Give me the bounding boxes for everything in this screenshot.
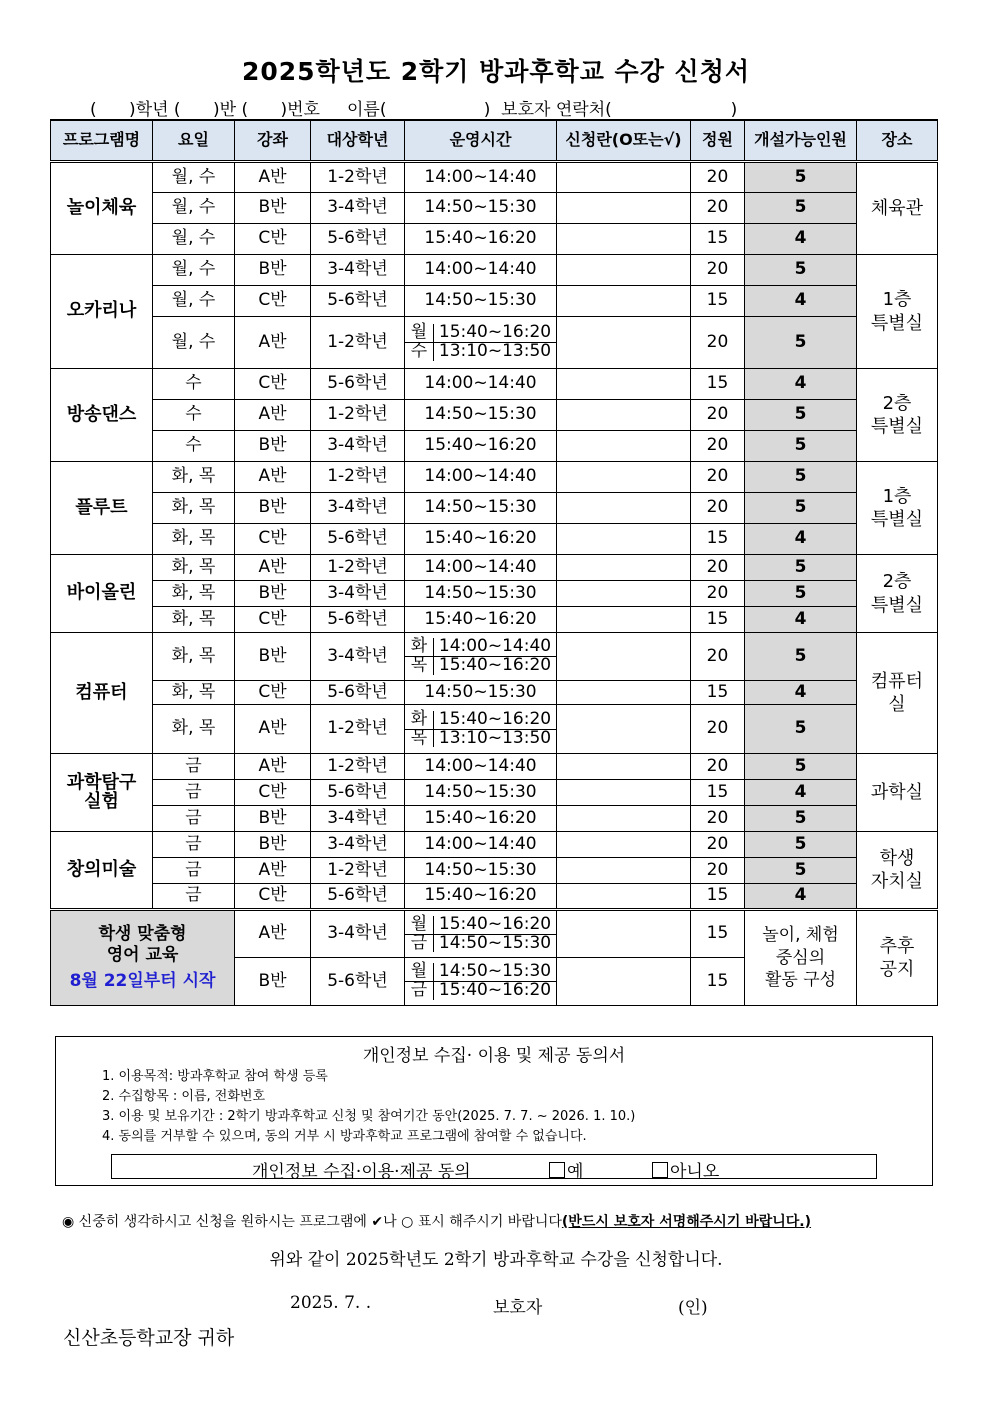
time-range: 14:50~15:30 xyxy=(438,932,552,953)
available-cell: 5 xyxy=(745,193,857,224)
available-cell: 4 xyxy=(745,286,857,317)
date-line[interactable]: 2025. 7. . xyxy=(290,1293,372,1313)
place-cell: 체육관 xyxy=(857,162,938,255)
grade-cell: 5-6학년 xyxy=(311,958,405,1006)
available-cell: 5 xyxy=(745,162,857,193)
grade-cell: 1-2학년 xyxy=(311,317,405,369)
available-cell: 5 xyxy=(745,431,857,462)
apply-cell[interactable] xyxy=(557,884,691,910)
grade-cell: 3-4학년 xyxy=(311,493,405,524)
time-cell: 15:40~16:20 xyxy=(405,224,557,255)
available-cell: 5 xyxy=(745,493,857,524)
available-cell: 5 xyxy=(745,832,857,858)
class-cell: A반 xyxy=(235,317,311,369)
time-cell xyxy=(405,317,557,369)
apply-cell[interactable] xyxy=(557,193,691,224)
available-cell: 4 xyxy=(745,607,857,633)
table-row xyxy=(51,524,938,555)
day-cell: 화, 목 xyxy=(153,493,235,524)
apply-cell[interactable] xyxy=(557,224,691,255)
time-range: 15:40~16:20 xyxy=(438,655,552,675)
day-cell: 금 xyxy=(153,884,235,910)
program-name: 창의미술 xyxy=(51,832,153,910)
time-day: 월 xyxy=(405,916,434,934)
capacity-cell: 20 xyxy=(691,493,745,524)
grade-cell: 5-6학년 xyxy=(311,224,405,255)
time-cell: 15:40~16:20 xyxy=(405,884,557,910)
capacity-cell: 15 xyxy=(691,286,745,317)
apply-cell[interactable] xyxy=(557,162,691,193)
grade-cell: 1-2학년 xyxy=(311,462,405,493)
capacity-cell: 15 xyxy=(691,910,745,958)
checkbox-icon[interactable] xyxy=(652,1162,668,1178)
program-name: 컴퓨터 xyxy=(51,633,153,754)
capacity-cell: 20 xyxy=(691,754,745,780)
consent-agree-label: 개인정보 수집·이용·제공 동의 xyxy=(252,1162,471,1182)
class-cell: C반 xyxy=(235,607,311,633)
class-cell: A반 xyxy=(235,462,311,493)
consent-yes-option[interactable] xyxy=(549,1157,583,1182)
grade-cell: 5-6학년 xyxy=(311,681,405,705)
class-cell: A반 xyxy=(235,754,311,780)
day-cell: 화, 목 xyxy=(153,607,235,633)
program-name: 오카리나 xyxy=(51,255,153,369)
day-cell: 금 xyxy=(153,832,235,858)
apply-cell[interactable] xyxy=(557,255,691,286)
day-cell: 금 xyxy=(153,858,235,884)
grade-cell: 1-2학년 xyxy=(311,754,405,780)
program-name: 방송댄스 xyxy=(51,369,153,462)
seal-mark[interactable]: (인) xyxy=(678,1298,708,1318)
apply-cell[interactable] xyxy=(557,910,691,958)
place-cell: 1층 특별실 xyxy=(857,462,938,555)
time-cell: 14:00~14:40 xyxy=(405,462,557,493)
grade-cell: 3-4학년 xyxy=(311,633,405,681)
table-row xyxy=(51,255,938,286)
table-row xyxy=(51,884,938,910)
time-day: 월 xyxy=(405,324,434,342)
time-range: 14:50~15:30 xyxy=(438,961,552,982)
apply-cell[interactable] xyxy=(557,493,691,524)
capacity-cell: 20 xyxy=(691,162,745,193)
time-cell xyxy=(405,958,557,1006)
time-cell: 14:00~14:40 xyxy=(405,255,557,286)
apply-cell[interactable] xyxy=(557,369,691,400)
capacity-cell: 15 xyxy=(691,681,745,705)
capacity-cell: 20 xyxy=(691,193,745,224)
table-row xyxy=(51,555,938,581)
day-cell: 화, 목 xyxy=(153,524,235,555)
capacity-cell: 15 xyxy=(691,224,745,255)
capacity-cell: 20 xyxy=(691,431,745,462)
time-cell: 14:00~14:40 xyxy=(405,832,557,858)
capacity-cell: 20 xyxy=(691,832,745,858)
day-cell: 금 xyxy=(153,806,235,832)
place-cell: 컴퓨터 실 xyxy=(857,633,938,754)
available-cell: 4 xyxy=(745,369,857,400)
consent-no-option[interactable] xyxy=(652,1157,719,1182)
available-cell: 5 xyxy=(745,317,857,369)
time-day: 수 xyxy=(405,343,434,361)
program-name: 플루트 xyxy=(51,462,153,555)
table-row xyxy=(51,462,938,493)
apply-cell[interactable] xyxy=(557,431,691,462)
consent-title: 개인정보 수집· 이용 및 제공 동의서 xyxy=(362,1046,626,1066)
time-range: 15:40~16:20 xyxy=(438,322,552,343)
grade-cell: 1-2학년 xyxy=(311,705,405,754)
available-cell: 4 xyxy=(745,681,857,705)
consent-yes-label: 예 xyxy=(567,1162,584,1182)
table-row xyxy=(51,806,938,832)
consent-item: 2. 수집항목 : 이름, 전화번호 xyxy=(102,1089,266,1104)
table-row xyxy=(51,858,938,884)
available-cell: 5 xyxy=(745,754,857,780)
class-cell: C반 xyxy=(235,780,311,806)
available-cell: 5 xyxy=(745,555,857,581)
available-cell: 5 xyxy=(745,462,857,493)
apply-cell[interactable] xyxy=(557,832,691,858)
available-cell: 5 xyxy=(745,581,857,607)
table-row xyxy=(51,317,938,369)
place-cell: 2층 특별실 xyxy=(857,555,938,633)
grade-cell: 1-2학년 xyxy=(311,555,405,581)
class-cell: B반 xyxy=(235,493,311,524)
apply-cell[interactable] xyxy=(557,858,691,884)
time-cell: 14:00~14:40 xyxy=(405,369,557,400)
class-cell: A반 xyxy=(235,705,311,754)
time-cell xyxy=(405,633,557,681)
time-cell xyxy=(405,705,557,754)
time-cell: 14:50~15:30 xyxy=(405,193,557,224)
apply-cell[interactable] xyxy=(557,958,691,1006)
time-cell: 14:00~14:40 xyxy=(405,555,557,581)
notice-bold: (반드시 보호자 서명해주시기 바랍니다.) xyxy=(561,1214,812,1230)
time-day: 목 xyxy=(405,730,434,748)
consent-item: 1. 이용목적: 방과후학교 참여 학생 등록 xyxy=(102,1069,328,1084)
header-day: 요일 xyxy=(153,120,235,162)
header-class: 강좌 xyxy=(235,120,311,162)
time-cell: 14:50~15:30 xyxy=(405,581,557,607)
header-program: 프로그램명 xyxy=(51,120,153,162)
class-cell: C반 xyxy=(235,884,311,910)
consent-items xyxy=(102,1067,635,1147)
grade-cell: 5-6학년 xyxy=(311,524,405,555)
table-row xyxy=(51,493,938,524)
place-cell: 추후 공지 xyxy=(857,910,938,1006)
english-program-name: 학생 맞춤형 영어 교육 xyxy=(98,924,187,966)
english-start-date: 8월 22일부터 시작 xyxy=(69,970,216,991)
apply-cell[interactable] xyxy=(557,286,691,317)
day-cell: 월, 수 xyxy=(153,193,235,224)
table-row xyxy=(51,681,938,705)
time-cell: 14:00~14:40 xyxy=(405,754,557,780)
table-row xyxy=(51,224,938,255)
time-day: 월 xyxy=(405,963,434,981)
place-cell: 과학실 xyxy=(857,754,938,832)
header-capacity: 정원 xyxy=(691,120,745,162)
time-cell: 14:00~14:40 xyxy=(405,162,557,193)
class-cell: C반 xyxy=(235,286,311,317)
capacity-cell: 15 xyxy=(691,780,745,806)
day-cell: 수 xyxy=(153,431,235,462)
capacity-cell: 20 xyxy=(691,705,745,754)
page-title: 2025학년도 2학기 방과후학교 수강 신청서 xyxy=(241,57,751,86)
day-cell: 월, 수 xyxy=(153,224,235,255)
apply-cell[interactable] xyxy=(557,806,691,832)
day-cell: 월, 수 xyxy=(153,162,235,193)
recipient: 신산초등학교장 귀하 xyxy=(63,1327,235,1349)
available-cell: 놀이, 체험 중심의 활동 구성 xyxy=(745,910,857,1006)
grade-cell: 3-4학년 xyxy=(311,806,405,832)
day-cell: 수 xyxy=(153,400,235,431)
header-place: 장소 xyxy=(857,120,938,162)
capacity-cell: 20 xyxy=(691,317,745,369)
header-grade: 대상학년 xyxy=(311,120,405,162)
place-cell: 2층 특별실 xyxy=(857,369,938,462)
apply-cell[interactable] xyxy=(557,754,691,780)
class-cell: B반 xyxy=(235,193,311,224)
table-row xyxy=(51,581,938,607)
day-cell: 금 xyxy=(153,780,235,806)
time-range: 13:10~13:50 xyxy=(438,341,552,361)
time-range: 14:00~14:40 xyxy=(438,636,552,657)
apply-cell[interactable] xyxy=(557,681,691,705)
consent-no-label: 아니오 xyxy=(670,1162,720,1182)
available-cell: 4 xyxy=(745,524,857,555)
time-cell: 14:50~15:30 xyxy=(405,493,557,524)
capacity-cell: 20 xyxy=(691,581,745,607)
consent-item: 3. 이용 및 보유기간 : 2학기 방과후학교 신청 및 참여기간 동안(2025. 7. 7. ~ 2026. 1. 10.) xyxy=(102,1109,636,1124)
day-cell: 화, 목 xyxy=(153,681,235,705)
apply-cell[interactable] xyxy=(557,581,691,607)
grade-cell: 3-4학년 xyxy=(311,193,405,224)
day-cell: 화, 목 xyxy=(153,581,235,607)
program-name: 과학탐구 실험 xyxy=(51,754,153,832)
capacity-cell: 15 xyxy=(691,607,745,633)
apply-cell[interactable] xyxy=(557,317,691,369)
time-range: 15:40~16:20 xyxy=(438,913,552,934)
table-row xyxy=(51,431,938,462)
capacity-cell: 20 xyxy=(691,633,745,681)
table-row xyxy=(51,607,938,633)
header-available: 개설가능인원 xyxy=(745,120,857,162)
available-cell: 5 xyxy=(745,806,857,832)
class-cell: C반 xyxy=(235,224,311,255)
apply-cell[interactable] xyxy=(557,524,691,555)
program-name xyxy=(51,910,235,1006)
notice-line xyxy=(62,1211,811,1231)
day-cell: 화, 목 xyxy=(153,633,235,681)
table-row xyxy=(51,369,938,400)
day-cell: 수 xyxy=(153,369,235,400)
apply-cell[interactable] xyxy=(557,462,691,493)
table-row xyxy=(51,780,938,806)
class-cell: B반 xyxy=(235,806,311,832)
day-cell: 금 xyxy=(153,754,235,780)
time-cell: 14:50~15:30 xyxy=(405,858,557,884)
place-cell: 1층 특별실 xyxy=(857,255,938,369)
grade-cell: 3-4학년 xyxy=(311,431,405,462)
class-cell: A반 xyxy=(235,910,311,958)
time-day: 목 xyxy=(405,657,434,675)
available-cell: 5 xyxy=(745,400,857,431)
class-cell: B반 xyxy=(235,958,311,1006)
capacity-cell: 20 xyxy=(691,858,745,884)
available-cell: 5 xyxy=(745,705,857,754)
time-cell: 15:40~16:20 xyxy=(405,607,557,633)
grade-cell: 3-4학년 xyxy=(311,255,405,286)
capacity-cell: 20 xyxy=(691,462,745,493)
day-cell: 월, 수 xyxy=(153,317,235,369)
student-info-line[interactable]: ( )학년 ( )반 ( )번호 이름( ) 보호자 연락처( ) xyxy=(90,100,738,120)
header-apply: 신청란(O또는√) xyxy=(557,120,691,162)
table-row xyxy=(51,910,938,958)
class-cell: B반 xyxy=(235,581,311,607)
available-cell: 4 xyxy=(745,780,857,806)
time-cell: 14:50~15:30 xyxy=(405,400,557,431)
class-cell: C반 xyxy=(235,681,311,705)
capacity-cell: 20 xyxy=(691,255,745,286)
time-day: 금 xyxy=(405,982,434,1000)
checkbox-icon[interactable] xyxy=(549,1162,565,1178)
class-cell: A반 xyxy=(235,162,311,193)
capacity-cell: 15 xyxy=(691,958,745,1006)
consent-item: 4. 동의를 거부할 수 있으며, 동의 거부 시 방과후학교 프로그램에 참여할 수 없습니다. xyxy=(102,1129,587,1144)
apply-cell[interactable] xyxy=(557,705,691,754)
table-row xyxy=(51,162,938,193)
capacity-cell: 20 xyxy=(691,400,745,431)
time-cell: 15:40~16:20 xyxy=(405,431,557,462)
grade-cell: 5-6학년 xyxy=(311,607,405,633)
grade-cell: 1-2학년 xyxy=(311,400,405,431)
apply-cell[interactable] xyxy=(557,780,691,806)
table-row xyxy=(51,832,938,858)
place-cell: 학생 자치실 xyxy=(857,832,938,910)
time-cell: 14:50~15:30 xyxy=(405,286,557,317)
available-cell: 4 xyxy=(745,884,857,910)
capacity-cell: 15 xyxy=(691,884,745,910)
time-cell xyxy=(405,910,557,958)
apply-statement: 위와 같이 2025학년도 2학기 방과후학교 수강을 신청합니다. xyxy=(269,1250,723,1270)
capacity-cell: 15 xyxy=(691,369,745,400)
consent-agree-box xyxy=(111,1154,877,1182)
time-cell: 14:50~15:30 xyxy=(405,780,557,806)
day-cell: 월, 수 xyxy=(153,286,235,317)
time-range: 15:40~16:20 xyxy=(438,980,552,1000)
class-cell: B반 xyxy=(235,633,311,681)
time-cell: 15:40~16:20 xyxy=(405,806,557,832)
guardian-label: 보호자 xyxy=(493,1298,543,1318)
class-cell: A반 xyxy=(235,858,311,884)
class-cell: C반 xyxy=(235,524,311,555)
time-day: 화 xyxy=(405,638,434,656)
grade-cell: 1-2학년 xyxy=(311,858,405,884)
table-row xyxy=(51,633,938,681)
notice-text: ◉ 신중히 생각하시고 신청을 원하시는 프로그램에 ✔나 ○ 표시 해주시기 바랍니다 xyxy=(62,1214,562,1230)
grade-cell: 5-6학년 xyxy=(311,286,405,317)
table-row xyxy=(51,754,938,780)
program-name: 놀이체육 xyxy=(51,162,153,255)
available-cell: 5 xyxy=(745,255,857,286)
day-cell: 화, 목 xyxy=(153,462,235,493)
apply-cell[interactable] xyxy=(557,633,691,681)
time-cell: 15:40~16:20 xyxy=(405,524,557,555)
class-cell: A반 xyxy=(235,400,311,431)
day-cell: 월, 수 xyxy=(153,255,235,286)
table-row xyxy=(51,286,938,317)
grade-cell: 5-6학년 xyxy=(311,369,405,400)
grade-cell: 3-4학년 xyxy=(311,581,405,607)
table-row xyxy=(51,193,938,224)
apply-cell[interactable] xyxy=(557,555,691,581)
time-day: 금 xyxy=(405,935,434,953)
class-cell: A반 xyxy=(235,555,311,581)
day-cell: 화, 목 xyxy=(153,705,235,754)
time-day: 화 xyxy=(405,711,434,729)
program-name: 바이올린 xyxy=(51,555,153,633)
time-range: 15:40~16:20 xyxy=(438,708,552,729)
capacity-cell: 15 xyxy=(691,524,745,555)
time-cell: 14:50~15:30 xyxy=(405,681,557,705)
grade-cell: 1-2학년 xyxy=(311,162,405,193)
apply-cell[interactable] xyxy=(557,400,691,431)
available-cell: 5 xyxy=(745,633,857,681)
capacity-cell: 20 xyxy=(691,806,745,832)
header-row xyxy=(51,120,938,162)
capacity-cell: 20 xyxy=(691,555,745,581)
available-cell: 4 xyxy=(745,224,857,255)
grade-cell: 5-6학년 xyxy=(311,884,405,910)
program-table xyxy=(50,119,938,1006)
class-cell: B반 xyxy=(235,255,311,286)
table-row xyxy=(51,400,938,431)
class-cell: B반 xyxy=(235,832,311,858)
table-row xyxy=(51,705,938,754)
grade-cell: 3-4학년 xyxy=(311,832,405,858)
day-cell: 화, 목 xyxy=(153,555,235,581)
header-time: 운영시간 xyxy=(405,120,557,162)
available-cell: 5 xyxy=(745,858,857,884)
grade-cell: 5-6학년 xyxy=(311,780,405,806)
class-cell: B반 xyxy=(235,431,311,462)
apply-cell[interactable] xyxy=(557,607,691,633)
time-range: 13:10~13:50 xyxy=(438,727,552,748)
consent-box xyxy=(55,1036,933,1186)
class-cell: C반 xyxy=(235,369,311,400)
grade-cell: 3-4학년 xyxy=(311,910,405,958)
